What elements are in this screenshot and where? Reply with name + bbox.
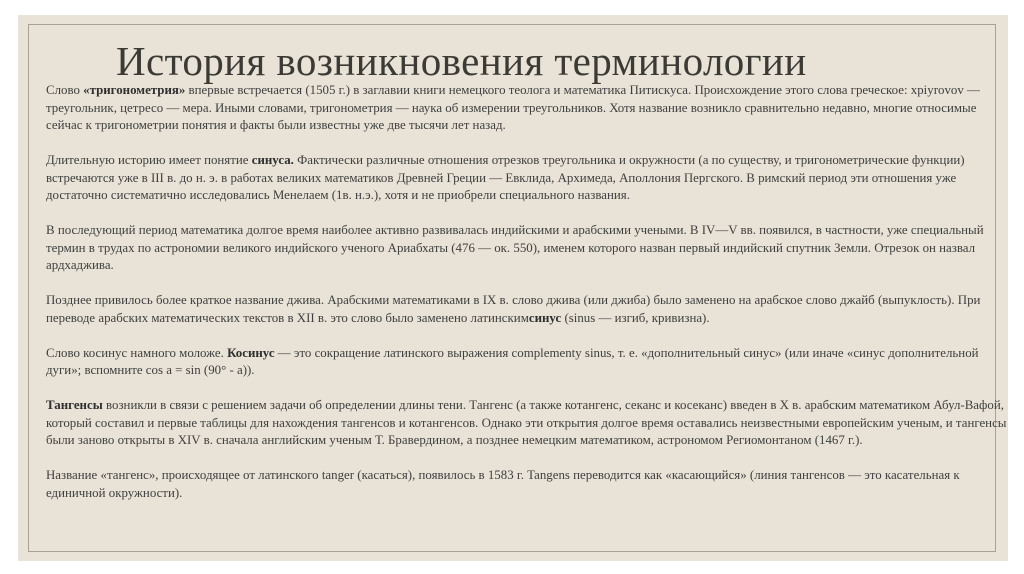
text-run: Длительную историю имеет понятие bbox=[46, 153, 252, 167]
slide bbox=[18, 15, 1008, 561]
paragraph-sine-history bbox=[46, 152, 1008, 205]
term-cosine: Косинус bbox=[227, 345, 275, 360]
paragraph-indian-arabic bbox=[46, 222, 1008, 275]
paragraph-trigonometry bbox=[46, 82, 1008, 135]
text-run: — это сокращение латинского выражения complementy sinus, т. е. «дополнительный синус» (или иначе «синус дополнительной дуги»; вспомните cos a = sin (90° - a)). bbox=[46, 345, 979, 377]
slide-title: История возникновения терминологии bbox=[116, 38, 807, 84]
paragraph-tangents bbox=[46, 397, 1008, 450]
text-run: возникли в связи с решением задачи об определении длины тени. Тангенс (а также котангенс, секанс и косеканс) введен в X в. арабским математиком Абул-Вафой, который составил и первые таблицы для нахождения тангенсов и котангенсов. Однако эти открытия долгое время оставались неизвестными европейским ученым, и тангенсы были заново открыты в XIV в. сначала английским ученым Т. Бравердином, а позднее немецким математиком, астрономом Региомонтаном (1467 г.). bbox=[46, 398, 1007, 447]
text-run: В последующий период математика долгое время наиболее активно развивалась индийскими и арабскими учеными. В IV—V вв. появился, в частности, уже специальный термин в трудах по астрономии великого индийского ученого Ариабхаты (476 — ок. 550), именем которого назван первый индийский спутник Земли. Отрезок он назвал ардхаджива. bbox=[46, 223, 984, 272]
text-run: Слово косинус намного моложе. bbox=[46, 345, 228, 360]
text-run: Название «тангенс», происходящее от латинского tanger (касаться), появилось в 1583 г. Tangens переводится как «касающийся» (линия тангенсов — это касательная к единичной окружности). bbox=[46, 468, 960, 500]
paragraph-tangent-name bbox=[46, 467, 1008, 502]
term-sine: синуса. bbox=[251, 153, 294, 167]
text-run: (sinus — изгиб, кривизна). bbox=[561, 310, 710, 325]
paragraph-jiva bbox=[46, 292, 1008, 327]
text-run: впервые встречается (1505 г.) в заглавии книги немецкого теолога и математика Питискуса. Происхождение этого слова греческое: xpiyrovov — треугольник, цетресо — мера. Иными словами, тригонометрия — наука об измерении треугольников. Хотя название возникло сравнительно недавно, многие относимые сейчас к тригонометрии понятия и факты были известны уже две тысячи лет назад. bbox=[46, 83, 980, 132]
text-run: Слово bbox=[46, 83, 84, 97]
text-run: Фактически различные отношения отрезков треугольника и окружности (а по существу, и тригонометрические функции) встречаются уже в III в. до н. э. в работах великих математиков Древней Греции — Евклида, Архимеда, Аполлония Пергского. В римский период эти отношения уже достаточно систематично исследовались Менелаем (1в. н.э.), хотя и не приобрели специального названия. bbox=[46, 153, 965, 202]
slide-body bbox=[46, 82, 1008, 502]
term-sinus: синус bbox=[528, 310, 562, 325]
term-tangents: Тангенсы bbox=[46, 398, 103, 412]
text-run: Позднее привилось более краткое название джива. Арабскими математиками в IX в. слово джива (или джиба) было заменено на арабское слово джайб (выпуклость). При переводе арабских математических текстов в XII в. это слово было заменено латинским bbox=[46, 293, 981, 325]
paragraph-cosine bbox=[46, 345, 1008, 380]
term-trigonometry: «тригонометрия» bbox=[83, 83, 186, 97]
